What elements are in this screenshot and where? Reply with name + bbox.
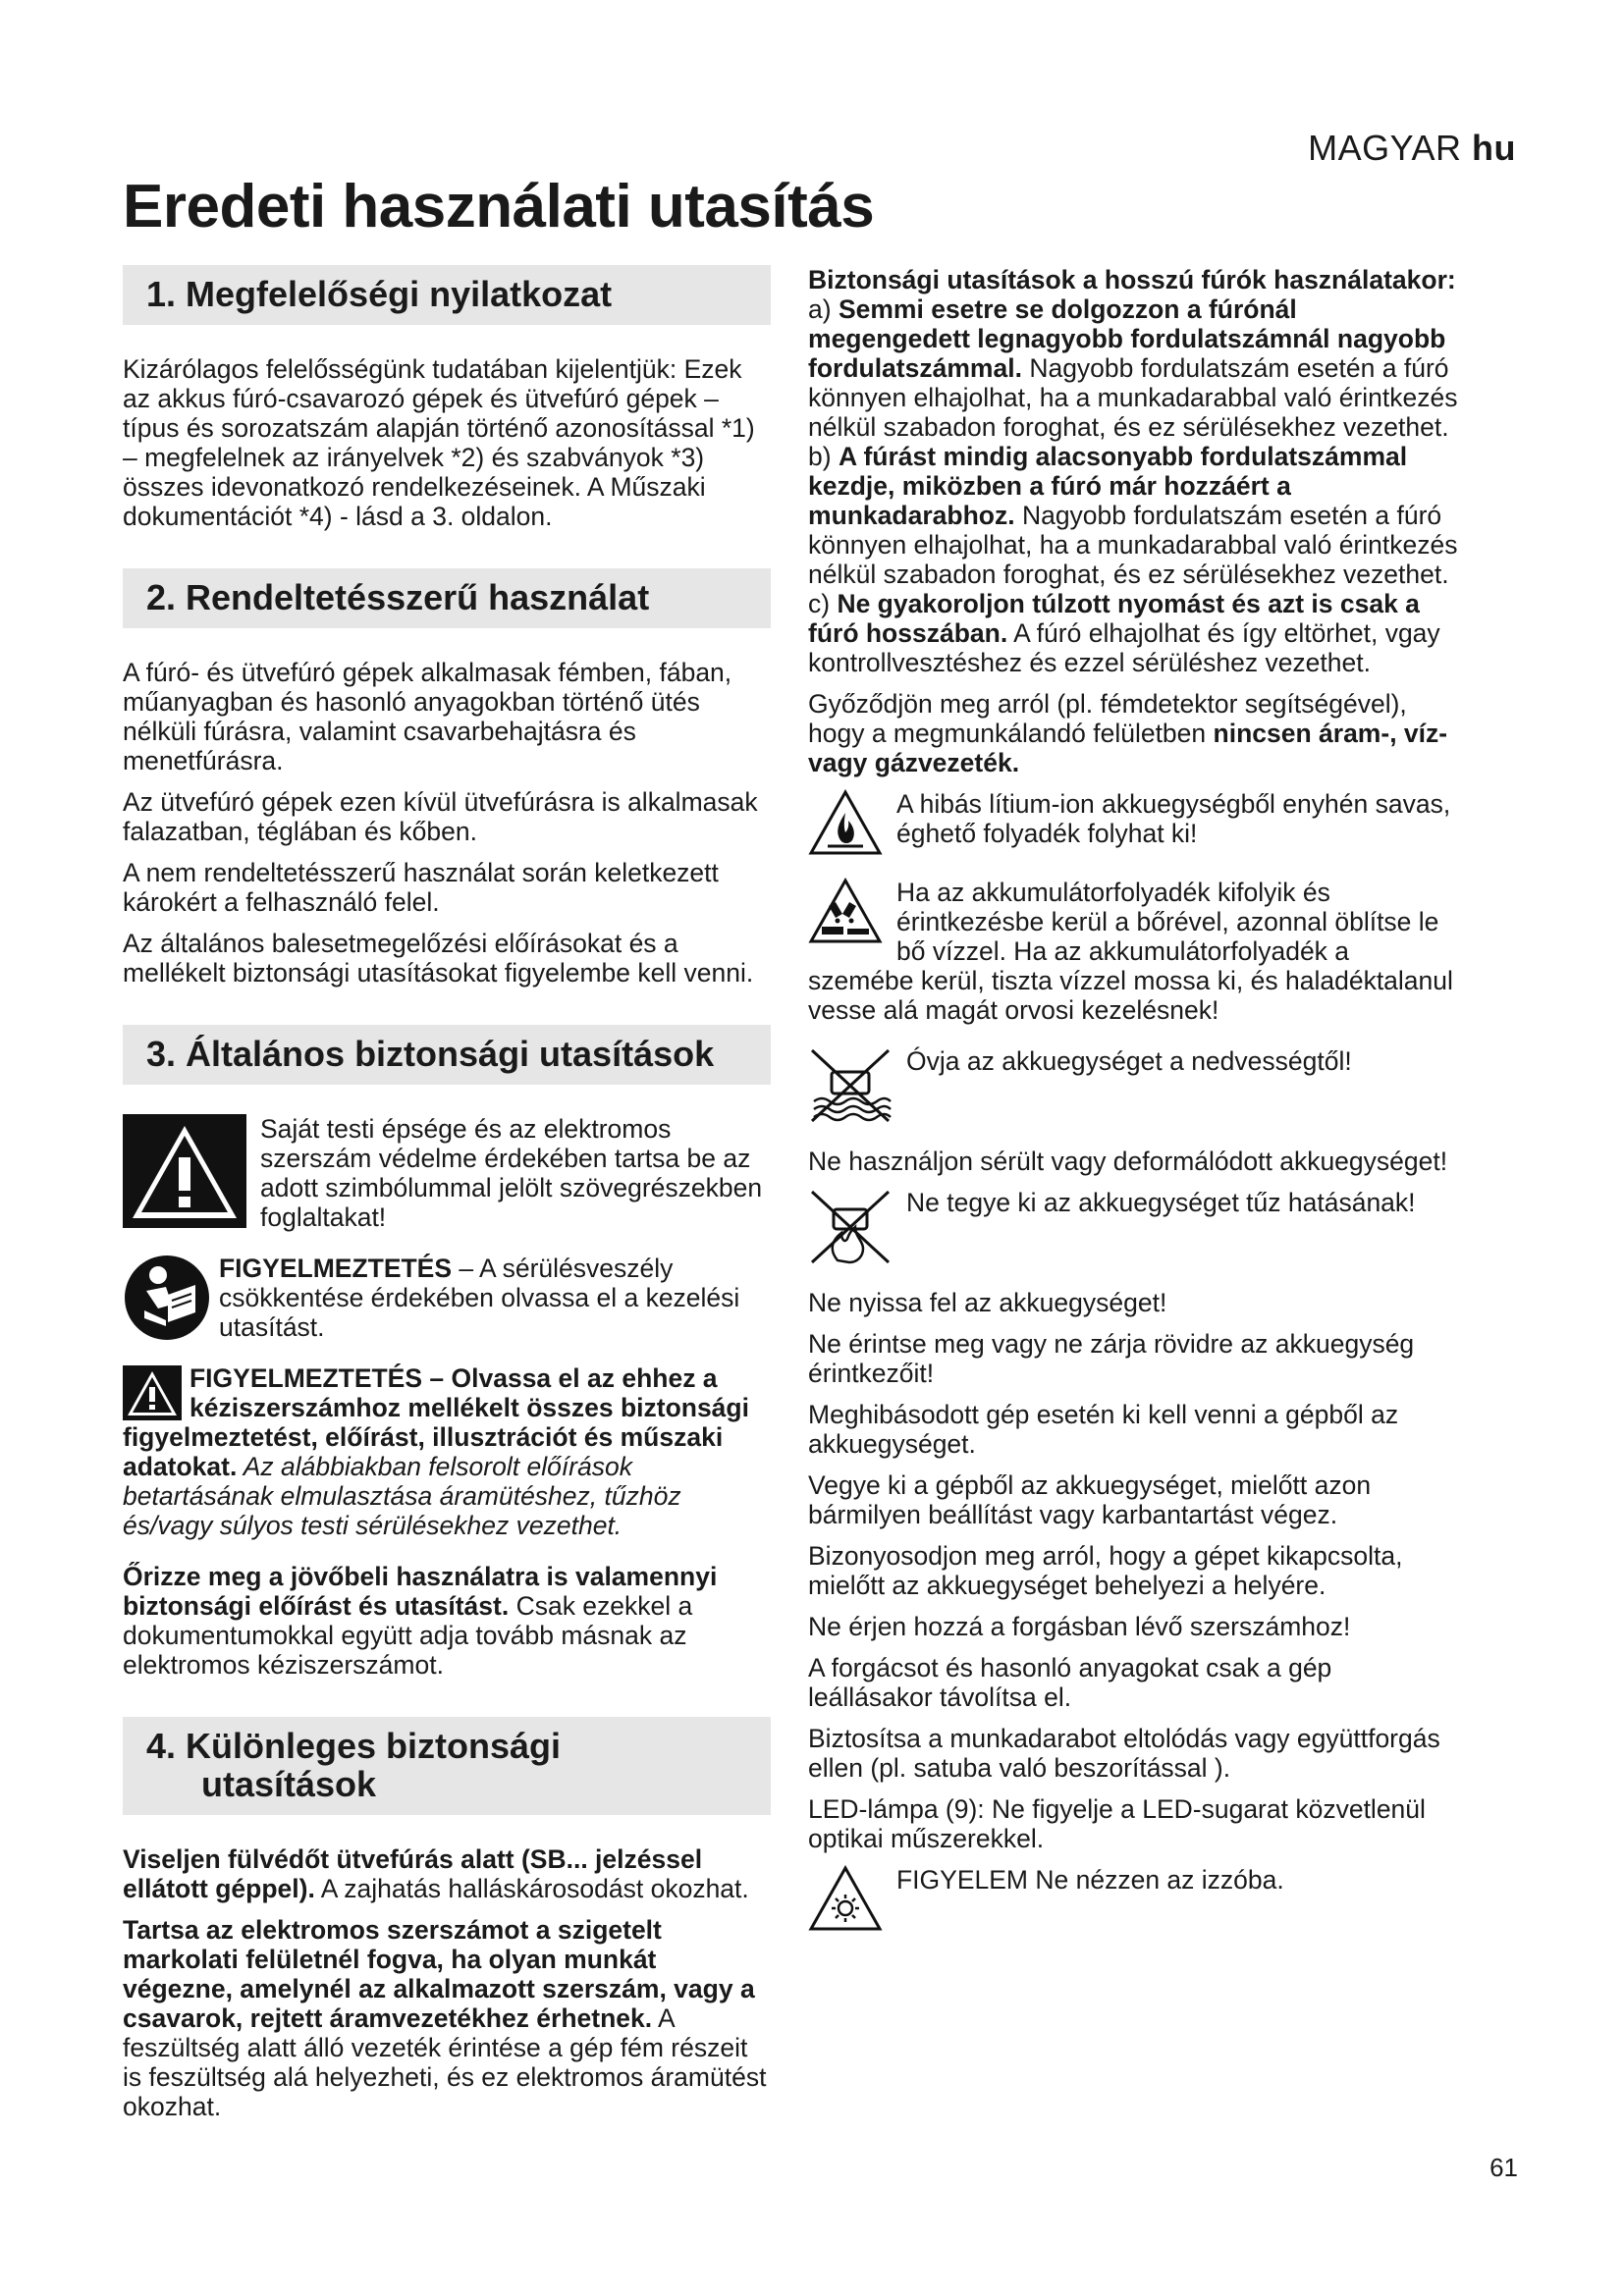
- read-all-italic: Az alábbiakban felsorolt előírások betartásának elmulasztása áramütéshez, tűzhöz és/vagy súlyos testi sérülésekhez vezethet.: [123, 1452, 681, 1540]
- keep-instructions-bold: Őrizze meg a jövőbeli használatra is valamennyi biztonsági előírást és utasítást.: [123, 1562, 718, 1621]
- keep-instructions-rest: Csak ezekkel a dokumentumokkal együtt adja tovább másnak az elektromos kéziszerszámot.: [123, 1591, 693, 1680]
- intended-use-p1: A fúró- és ütvefúró gépek alkalmasak fémben, fában, műanyagban és hasonló anyagokban történő ütés nélküli fúrásra, valamint csavarbehajtásra és menetfúrásra.: [123, 658, 732, 775]
- section-4-heading-line1: 4. Különleges biztonsági: [146, 1726, 562, 1766]
- no-fire-icon: [808, 1188, 893, 1266]
- insulated-grip-rest: A feszültség alatt álló vezeték érintése a gép fém részeit is feszültség alá helyezheti, és ez elektromos áramütést okozhat.: [123, 2003, 767, 2121]
- declaration-text: Kizárólagos felelősségünk tudatában kijelentjük: Ezek az akkus fúró-csavarozó gépek és ütvefúró gépek – típus és sorozatszám alapján történő azonosítással *1) – megfelelnek az irányelvek *2) és szabványok *3) összes idevonatkozó rendelkezéseinek. A Műszaki dokumentációt *4) - lásd a 3. oldalon.: [123, 354, 755, 531]
- insulated-grip-bold: Tartsa az elektromos szerszámot a szigetelt markolati felületnél fogva, ha olyan munkát végezne, amelynél az alkalmazott szerszám, vagy a csavarok, rejtett áramvezetékhez érhetnek.: [123, 1915, 755, 2033]
- switched-off-text: Bizonyosodjon meg arról, hogy a gépet kikapcsolta, mielőtt az akkuegységet behelyezi a helyére.: [808, 1541, 1403, 1600]
- section-1-heading: 1. Megfelelőségi nyilatkozat: [123, 265, 771, 325]
- fire-warning-row: [808, 789, 1461, 856]
- section-4-heading-line2: utasítások: [201, 1764, 377, 1804]
- document-title: Eredeti használati utasítás: [123, 173, 875, 240]
- read-manual-icon: [123, 1254, 211, 1342]
- section-2-heading: 2. Rendeltetésszerű használat: [123, 568, 771, 628]
- ear-protection-rest: A zajhatás halláskárosodást okozhat.: [314, 1874, 749, 1903]
- fire-warning-text: A hibás lítium-ion akkuegységből enyhén savas, éghető folyadék folyhat ki!: [896, 789, 1451, 848]
- ear-protection-bold: Viseljen fülvédőt ütvefúrás alatt (SB... jelzéssel ellátott géppel).: [123, 1844, 703, 1903]
- page-number: 61: [1489, 2153, 1518, 2182]
- moisture-text: Óvja az akkuegységet a nedvességtől!: [906, 1046, 1352, 1076]
- no-touch-contacts-text: Ne érintse meg vagy ne zárja rövidre az akkuegység érintkezőit!: [808, 1329, 1415, 1388]
- lamp-warning-text: FIGYELEM Ne nézzen az izzóba.: [896, 1865, 1284, 1895]
- language-code: hu: [1472, 128, 1516, 168]
- warning-triangle-large-icon: [123, 1114, 246, 1228]
- lamp-warning-row: [808, 1865, 1461, 1932]
- damaged-battery-text: Ne használjon sérült vagy deformálódott akkuegységet!: [808, 1147, 1448, 1176]
- language-name: MAGYAR: [1308, 128, 1462, 168]
- corrosive-warning-icon: [808, 878, 883, 944]
- read-all-text: [123, 1363, 771, 1540]
- intended-use-p3: A nem rendeltetésszerű használat során keletkezett károkért a felhasználó felel.: [123, 858, 719, 917]
- read-manual-rest: – A sérülésveszély csökkentése érdekében olvassa el a kezelési utasítást.: [219, 1254, 740, 1342]
- read-manual-text: [123, 1254, 771, 1342]
- flammable-warning-icon: [808, 789, 883, 856]
- intended-use-p4: Az általános balesetmegelőzési előírásokat és a mellékelt biztonsági utasításokat figyelembe kell venni.: [123, 929, 754, 988]
- acid-warning-block: [808, 878, 1461, 1037]
- section-3-heading: 3. Általános biztonsági utasítások: [123, 1025, 771, 1085]
- long-drill-a: a) Semmi esetre se dolgozzon a fúrónál megengedett legnagyobb fordulatszámnál nagyobb fordulatszámmal. Nagyobb fordulatszám esetén a fúró könnyen elhajolhat, ha a munkadarabbal való érintkezés nélkül szabadon foroghat, és ez sérülésekhez vezethet.: [808, 294, 1458, 442]
- warning-symbol-text: Saját testi épsége és az elektromos szerszám védelme érdekében tartsa be az adott szimbólummal jelölt szövegrészekben foglaltakat!: [260, 1114, 763, 1232]
- long-drill-b: b) A fúrást mindig alacsonyabb fordulatszámmal kezdje, miközben a fúró már hozzáért a munkadarabhoz. Nagyobb fordulatszám esetén a fúró könnyen elhajolhat, ha a munkadarabbal való érintkezés nélkül szabadon foroghat, és ez sérülésekhez vezethet.: [808, 442, 1458, 589]
- read-all-bold: FIGYELMEZTETÉS – Olvassa el az ehhez a kéziszerszámhoz mellékelt összes biztonsági figyelmeztetést, előírást, illusztrációt és műszaki adatokat.: [123, 1363, 749, 1481]
- defect-remove-text: Meghibásodott gép esetén ki kell venni a gépből az akkuegységet.: [808, 1400, 1399, 1459]
- read-manual-block: [123, 1254, 771, 1354]
- intended-use-p2: Az ütvefúró gépek ezen kívül ütvefúrásra is alkalmasak falazatban, téglában és kőben.: [123, 787, 758, 846]
- keep-instructions: [123, 1562, 771, 1680]
- remove-before-maintenance-text: Vegye ki a gépből az akkuegységet, mielőtt azon bármilyen beállítást vagy karbantartást végez.: [808, 1470, 1372, 1529]
- insulated-grip: [123, 1915, 771, 2121]
- rotating-tool-text: Ne érjen hozzá a forgásban lévő szerszámhoz!: [808, 1612, 1351, 1641]
- bright-light-warning-icon: [808, 1865, 883, 1932]
- left-column: [123, 265, 771, 2133]
- no-fire-row: [808, 1188, 1461, 1266]
- moisture-row: [808, 1046, 1461, 1125]
- read-manual-bold: FIGYELMEZTETÉS: [219, 1254, 453, 1283]
- acid-warning-text: Ha az akkumulátorfolyadék kifolyik és érintkezésbe kerül a bőrével, azonnal öblítse le bő vízzel. Ha az akkumulátorfolyadék a szemébe kerül, tiszta vízzel mossa ki, és haladéktalanul vesse alá magát orvosi kezelésnek!: [808, 878, 1453, 1025]
- language-label: [1308, 128, 1516, 169]
- long-drill-c: c) Ne gyakoroljon túlzott nyomást és azt is csak a fúró hosszában. A fúró elhajolhat és így eltörhet, vgay kontrollvesztéshez és ezzel sérüléshez vezethet.: [808, 589, 1440, 677]
- warning-symbol-block: [123, 1114, 771, 1244]
- warning-triangle-small-icon: [123, 1365, 182, 1420]
- no-moisture-icon: [808, 1046, 893, 1125]
- long-drill-title: Biztonsági utasítások a hosszú fúrók használatakor:: [808, 265, 1456, 294]
- read-all-block: [123, 1363, 771, 1552]
- right-column: [808, 265, 1461, 1953]
- secure-workpiece-text: Biztosítsa a munkadarabot eltolódás vagy együttforgás ellen (pl. satuba való beszorítással ).: [808, 1724, 1440, 1783]
- no-fire-text: Ne tegye ki az akkuegységet tűz hatásának!: [906, 1188, 1416, 1217]
- ear-protection: [123, 1844, 771, 1903]
- section-4-heading: [123, 1717, 771, 1815]
- no-open-text: Ne nyissa fel az akkuegységet!: [808, 1288, 1167, 1317]
- led-warning-text: LED-lámpa (9): Ne figyelje a LED-sugarat közvetlenül optikai műszerekkel.: [808, 1794, 1426, 1853]
- hidden-lines-check: Győződjön meg arról (pl. fémdetektor segítségével), hogy a megmunkálandó felületben nincsen áram-, víz- vagy gázvezeték.: [808, 689, 1448, 777]
- chips-text: A forgácsot és hasonló anyagokat csak a gép leállásakor távolítsa el.: [808, 1653, 1332, 1712]
